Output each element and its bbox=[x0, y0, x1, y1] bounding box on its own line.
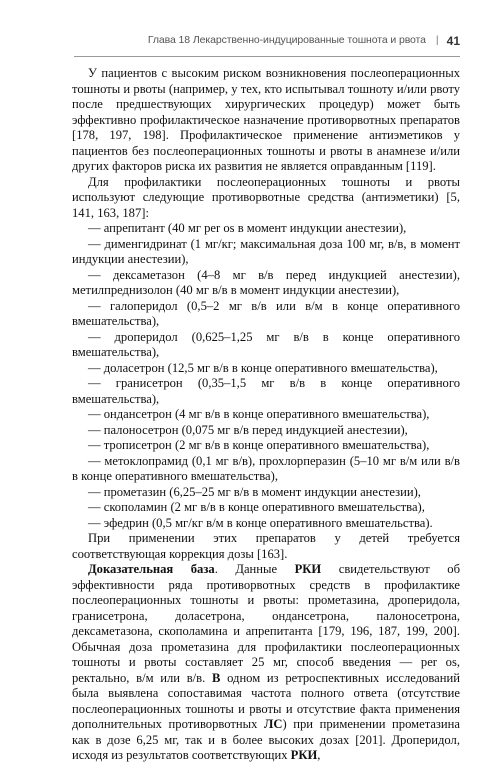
drug-list-item: — дексаметазон (4–8 мг в/в перед индукцией анестезии), метилпреднизолон (40 мг в/в в момент индукции анестезии), bbox=[72, 267, 460, 297]
ls-term: ЛС bbox=[263, 717, 283, 731]
paragraph-prophylaxis-intro: Для профилактики послеоперационных тошноты и рвоты используют следующие противорвотные средства (антиэметики) [5, 141, 163, 187]: bbox=[72, 174, 460, 220]
drug-list-item: — галоперидол (0,5–2 мг в/в или в/м в конце оперативного вмешательства), bbox=[72, 298, 460, 328]
drug-list-item: — гранисетрон (0,35–1,5 мг в/в в конце оперативного вмешательства), bbox=[72, 376, 460, 406]
drug-list-item: — ондансетрон (4 мг в/в в конце оперативного вмешательства), bbox=[88, 407, 430, 421]
header-separator: | bbox=[435, 34, 439, 46]
bold-letter: В bbox=[211, 670, 221, 685]
drug-list-item: — метоклопрамид (0,1 мг в/в), прохлорперазин (5–10 мг в/м или в/в в конце оперативного вмешательства), bbox=[72, 453, 460, 483]
drug-list-item: — апрепитант (40 мг per os в момент индукции анестезии), bbox=[88, 221, 407, 235]
paragraph-high-risk: У пациентов с высоким риском возникновения послеоперационных тошноты и рвоты (например, у тех, кто испытывал тошноту и/или рвоту после предшествующих хирургических процедур) может быть эффективно профилактическое назначение противорвотных препаратов [178, 197, 198]. Профилактическое применение антиэметиков у пациентов без послеоперационных тошноты и рвоты в анамнезе и/или других факторов риска их развития не является оправданным [119]. bbox=[72, 66, 460, 173]
paragraph-pediatric-dose: При применении этих препаратов у детей требуется соответствующая коррекция дозы [163]. bbox=[72, 531, 460, 561]
page-number: 41 bbox=[446, 34, 460, 48]
rki-term: РКИ bbox=[290, 748, 318, 762]
drug-list-item: — дроперидол (0,625–1,25 мг в/в в конце оперативного вмешательства), bbox=[72, 329, 460, 359]
drug-list-item: — дименгидринат (1 мг/кг; максимальная доза 100 мг, в/в, в момент индукции анестезии), bbox=[72, 236, 460, 266]
drug-list-item: — эфедрин (0,5 мг/кг в/м в конце оперативного вмешательства). bbox=[88, 515, 433, 530]
drug-list bbox=[72, 221, 460, 531]
chapter-title: Глава 18 Лекарственно-индуцированные тошнота и рвота bbox=[147, 34, 426, 46]
running-header bbox=[74, 34, 460, 57]
rki-term: РКИ bbox=[294, 562, 322, 576]
drug-list-item: — палоносетрон (0,075 мг в/в перед индукцией анестезии), bbox=[88, 422, 408, 437]
drug-list-item: — скополамин (2 мг в/в в конце оперативного вмешательства), bbox=[88, 500, 425, 514]
drug-list-item: — прометазин (6,25–25 мг в/в в момент индукции анестезии), bbox=[88, 484, 421, 499]
drug-list-item: — доласетрон (12,5 мг в/в в конце оперативного вмешательства), bbox=[88, 360, 438, 375]
page-body bbox=[72, 66, 460, 764]
paragraph-evidence-base: Доказательная база. Данные РКИ свидетельствуют об эффективности ряда противорвотных средств в профилактике послеоперационных тошноты и рвоты: прометазина, дроперидола, гранисетрона, доласетрона, ондансетрона, палоносетрона, дексаметазона, скополамина и апрепитанта [179, 196, 187, 199, 200]. Обычная доза прометазина для профилактики послеоперационных тошноты и рвоты составляет 25 мг, способ введения — per os, ректально, в/м или в/в. В одном из ретроспективных исследований была выявлена сопоставимая частота полного ответа (отсутствие послеоперационных тошноты и рвоты и отсутствие факта применения дополнительных противорвотных ЛС) при применении прометазина как в дозе 6,25 мг, так и в более высоких дозах [201]. Дроперидол, исходя из результатов соответствующих РКИ, bbox=[72, 562, 460, 762]
evidence-heading: Доказательная база bbox=[88, 562, 215, 576]
drug-list-item: — трописетрон (2 мг в/в в конце оперативного вмешательства), bbox=[88, 438, 430, 452]
